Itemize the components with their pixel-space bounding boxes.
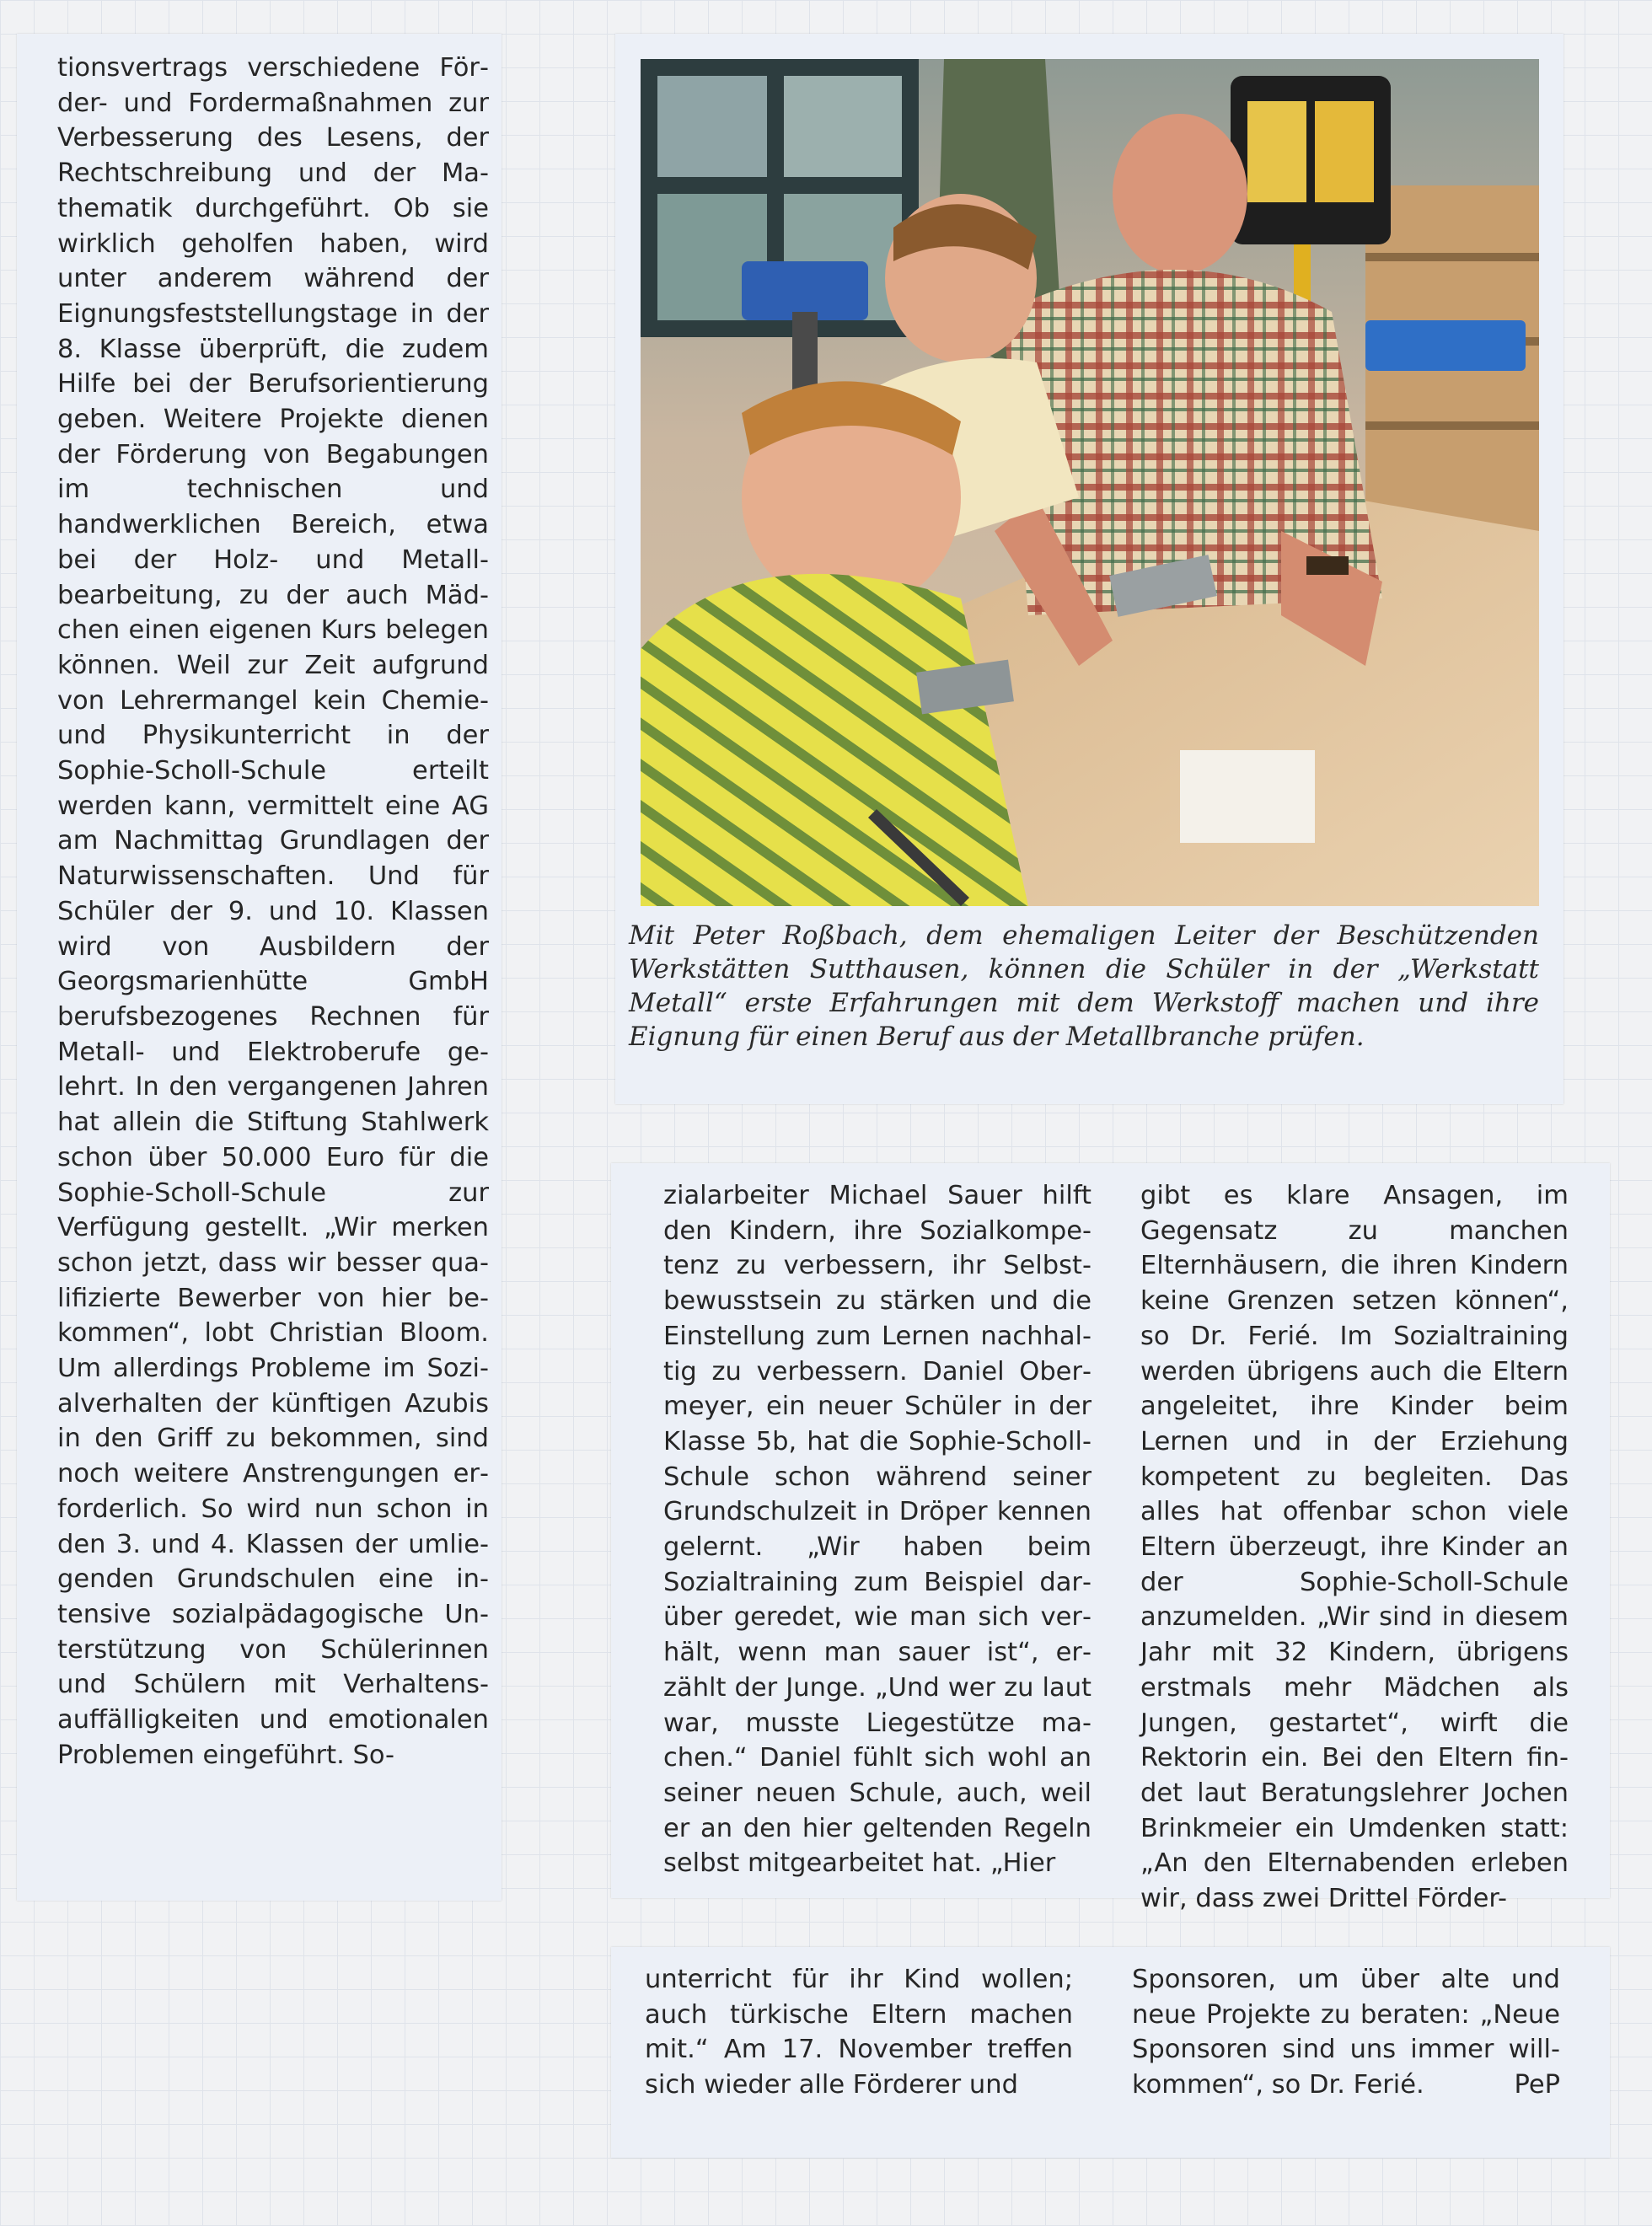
middle-column-1 bbox=[663, 1178, 1092, 1881]
left-column-text bbox=[57, 51, 489, 1773]
bottom-column-1-text: unterricht für ihr Kind wollen; auch türkische Eltern machen mit.“ Am 17. November treffen sich wieder alle Förderer und bbox=[645, 1965, 1073, 2100]
bottom-column-2 bbox=[1132, 1962, 1560, 2103]
bottom-clipping bbox=[611, 1947, 1610, 2158]
middle-column-2-text: gibt es klare Ansagen, im Gegensatz zu manchen Elternhäusern, die ihren Kindern keine Grenzen setzen können“, so Dr. Ferié. Im Sozialtraining werden übrigens auch die Eltern angeleitet, ihre Kinder beim Lernen und in der Erziehung kompetent zu begleiten. Das alles hat offenbar schon viele Eltern überzeugt, ihre Kinder an der Sophie-Scholl-Schule anzumelden. „Wir sind in diesem Jahr mit 32 Kindern, übrigens erstmals mehr Mädchen als Jungen, gestartet“, wirft die Rektorin ein. Bei den Eltern findet laut Beratungslehrer Jochen Brinkmeier ein Umdenken statt: „An den Elternabenden erleben wir, dass zwei Drittel Förder- bbox=[1140, 1181, 1569, 1914]
bottom-column-1 bbox=[645, 1962, 1073, 2103]
middle-clipping bbox=[611, 1163, 1610, 1914]
bottom-column-2-text: Sponsoren, um über alte und neue Projekte zu beraten: „Neue Sponsoren sind uns immer willkommen“, so Dr. Ferié. bbox=[1132, 1965, 1560, 2100]
photo-caption: Mit Peter Roßbach, dem ehemaligen Leiter der Beschützenden Werkstätten Sutthausen, können die Schüler in der „Werkstatt Metall“ erste Erfahrungen mit dem Werkstoff machen und ihre Eignung für einen Beruf aus der Metallbranche prüfen. bbox=[629, 920, 1539, 1052]
middle-column-2 bbox=[1140, 1178, 1569, 1917]
left-clipping bbox=[17, 34, 502, 1901]
workshop-photo bbox=[641, 59, 1539, 906]
photo-clipping bbox=[615, 34, 1564, 1104]
author-byline: PeP bbox=[1514, 2070, 1560, 2100]
middle-column-1-text: zialarbeiter Michael Sauer hilft den Kindern, ihre Sozialkompetenz zu verbessern, ihr Selbstbewusstsein zu stärken und die Einstellung zum Lernen nachhaltig zu verbessern. Daniel Obermeyer, ein neuer Schüler in der Klasse 5b, hat die Sophie-Scholl-Schule schon während seiner Grundschulzeit in Dröper kennen gelernt. „Wir haben beim Sozialtraining zum Beispiel darüber geredet, wie man sich verhält, wenn man sauer ist“, erzählt der Junge. „Und wer zu laut war, musste Liegestütze machen.“ Daniel fühlt sich wohl an seiner neuen Schule, auch, weil er an den hier geltenden Regeln selbst mitgearbeitet hat. „Hier bbox=[663, 1181, 1092, 1879]
workshop-photo-image bbox=[641, 59, 1539, 906]
left-column-paragraph: tionsvertrags verschiedene Förder- und Fordermaßnahmen zur Verbesserung des Lesens, der Rechtschreibung und der Mathematik durchgeführt. Ob sie wirklich geholfen haben, wird unter anderem während der Eignungsfeststellungstage in der 8. Klasse überprüft, die zudem Hilfe bei der Berufsorientierung geben. Weitere Projekte dienen der Förderung von Begabungen im technischen und handwerklichen Bereich, etwa bei der Holz- und Metallbearbeitung, zu der auch Mädchen einen eigenen Kurs belegen können. Weil zur Zeit aufgrund von Lehrermangel kein Chemie- und Physikunterricht in der Sophie-Scholl-Schule erteilt werden kann, vermittelt eine AG am Nachmittag Grundlagen der Naturwissenschaften. Und für Schüler der 9. und 10. Klassen wird von Ausbildern der Georgsmarienhütte GmbH berufsbezogenes Rechnen für Metall- und Elektroberufe gelehrt. In den vergangenen Jahren hat allein die Stiftung Stahlwerk schon über 50.000 Euro für die Sophie-Scholl-Schule zur Verfügung gestellt. „Wir merken schon jetzt, dass wir besser qualifizierte Bewerber von hier bekommen“, lobt Christian Bloom. Um allerdings Probleme im Sozialverhalten der künftigen Azubis in den Griff zu bekommen, sind noch weitere Anstrengungen erforderlich. So wird nun schon in den 3. und 4. Klassen der umliegenden Grundschulen eine intensive sozialpädagogische Unterstützung von Schülerinnen und Schülern mit Verhaltensauffälligkeiten und emotionalen Problemen eingeführt. So- bbox=[57, 53, 489, 1770]
